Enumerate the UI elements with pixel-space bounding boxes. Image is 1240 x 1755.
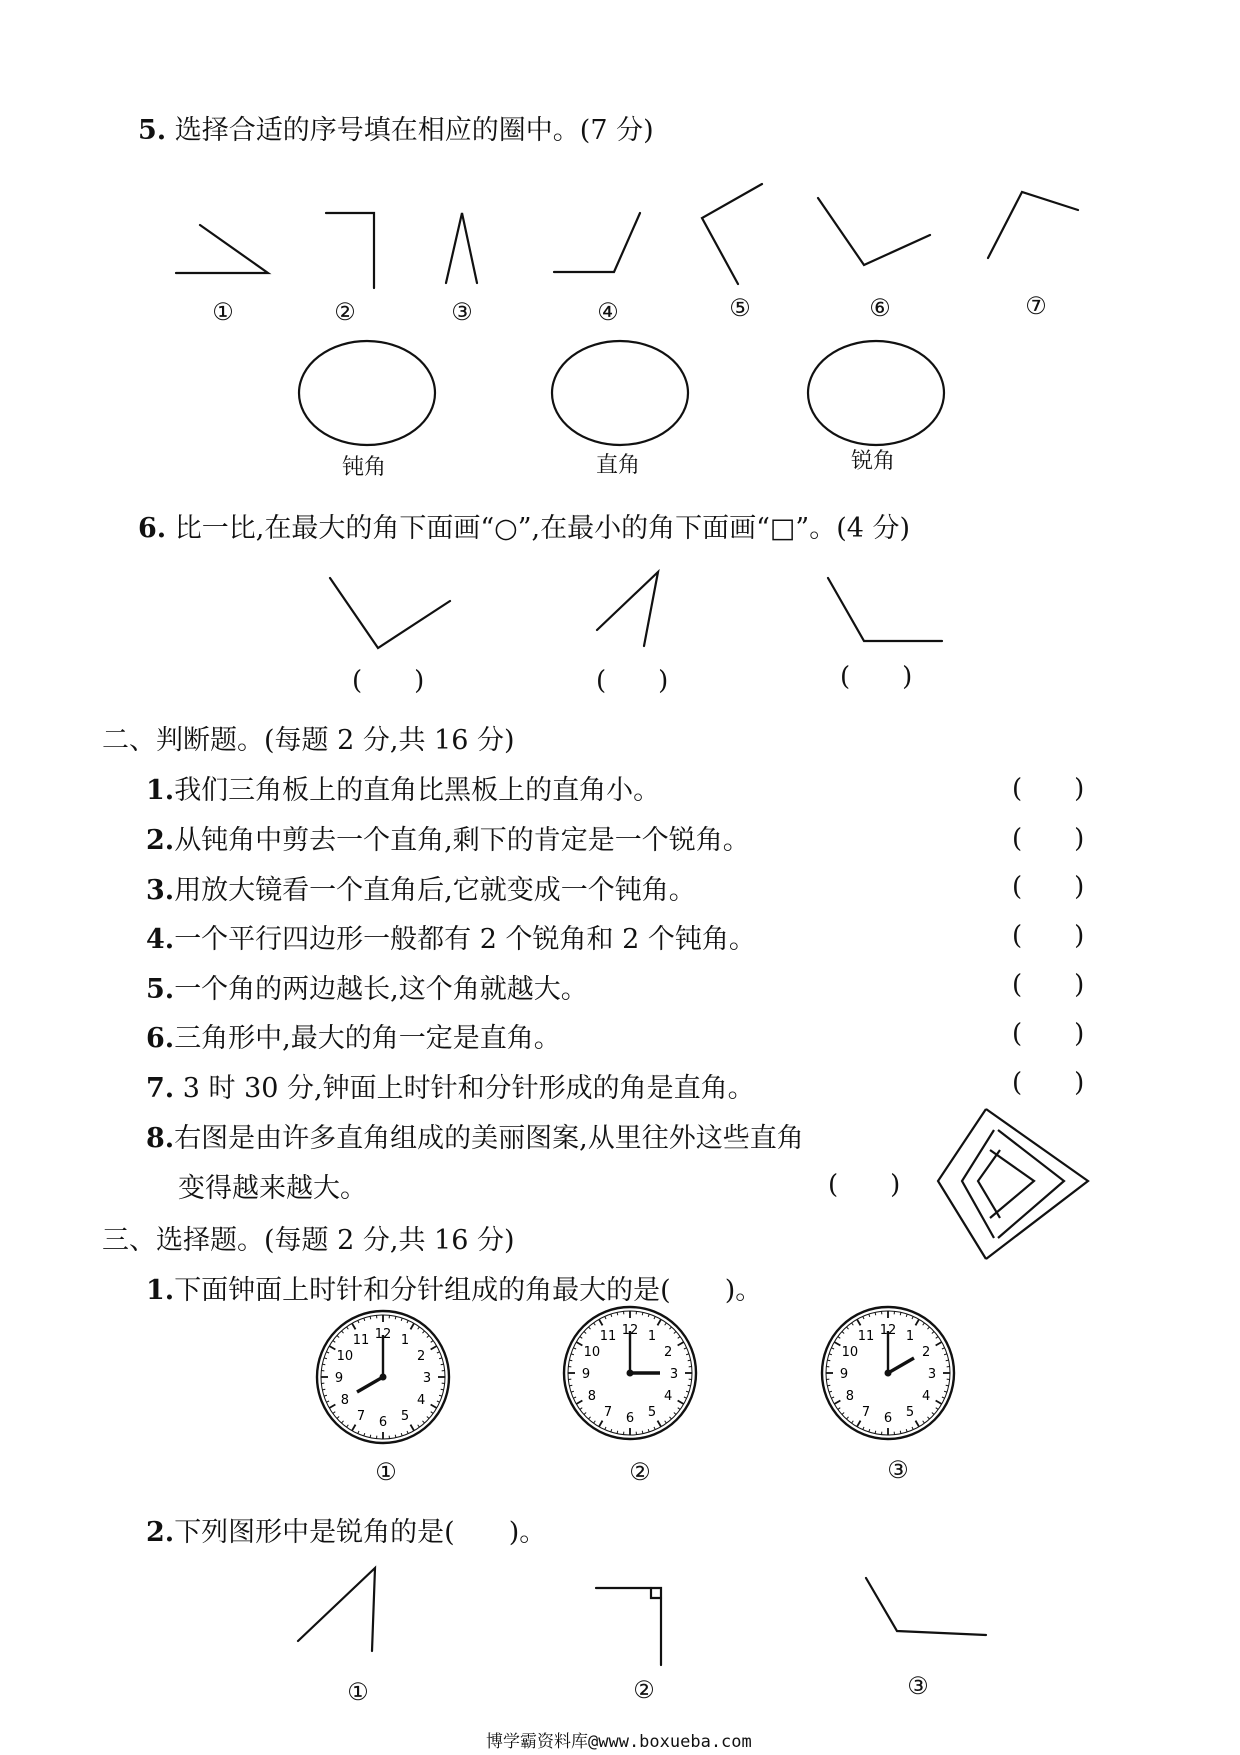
clock-number: 8 [340, 1393, 350, 1408]
q5-label-5: ⑤ [729, 294, 751, 322]
q5-circle-label-acute: 锐角 [851, 449, 896, 474]
q5-circle-label-obtuse: 钝角 [342, 455, 387, 480]
judge-blank-3[interactable]: ( ) [1012, 872, 1085, 902]
footer-watermark: 博学霸资料库@www.boxueba.com [486, 1732, 752, 1752]
q2-figure-1 [298, 1568, 375, 1651]
clock-label-2: ② [629, 1458, 651, 1486]
judge-item-8-line1: 8.右图是由许多直角组成的美丽图案,从里往外这些直角 [146, 1123, 804, 1154]
clock-number: 1 [905, 1328, 915, 1344]
q6-blank-1[interactable]: ( ) [352, 666, 425, 696]
clock-number: 9 [581, 1367, 591, 1382]
clock-number: 12 [374, 1327, 392, 1342]
clock-number: 5 [905, 1405, 915, 1421]
clock-number: 2 [416, 1349, 426, 1364]
clock-number: 9 [334, 1371, 344, 1386]
clock-number: 6 [378, 1415, 388, 1430]
judge-item-8-line2: 变得越来越大。 [178, 1173, 367, 1204]
clock-number: 8 [587, 1389, 597, 1404]
section2-heading: 二、判断题。(每题 2 分,共 16 分) [102, 725, 515, 756]
q2-figure-3 [866, 1578, 986, 1635]
clock-number: 10 [841, 1345, 859, 1360]
clock-number: 10 [583, 1345, 601, 1360]
judge-item-2: 2.从钝角中剪去一个直角,剩下的肯定是一个锐角。 [146, 825, 750, 856]
clock-number: 3 [422, 1371, 432, 1386]
clock-number: 4 [921, 1389, 931, 1404]
judge-blank-8[interactable]: ( ) [828, 1170, 901, 1200]
clock-number: 3 [927, 1367, 937, 1382]
clock-number: 11 [857, 1328, 875, 1344]
q6-number: 6. [138, 513, 167, 544]
clock-number: 4 [663, 1389, 673, 1404]
clock-number: 3 [669, 1367, 679, 1382]
q5-label-4: ④ [597, 298, 619, 326]
clock-number: 7 [356, 1409, 366, 1425]
q2-label-3: ③ [907, 1672, 929, 1700]
choice-q2: 2.下列图形中是锐角的是( )。 [146, 1517, 547, 1548]
judge-item-7: 7. 3 时 30 分,钟面上时针和分针形成的角是直角。 [146, 1073, 755, 1104]
clock-number: 10 [336, 1349, 354, 1364]
q5-number: 5. [138, 115, 167, 146]
clock-number: 5 [647, 1405, 657, 1421]
q6-blank-3[interactable]: ( ) [840, 662, 913, 692]
clock-label-1: ① [375, 1458, 397, 1486]
clock-number: 11 [352, 1332, 370, 1348]
clock-number: 2 [663, 1345, 673, 1360]
clock-number: 2 [921, 1345, 931, 1360]
clock-number: 7 [603, 1405, 613, 1421]
clock-number: 6 [625, 1411, 635, 1426]
q5-circle-label-right: 直角 [596, 453, 641, 478]
choice-q1: 1.下面钟面上时针和分针组成的角最大的是( )。 [146, 1275, 763, 1306]
clock-number: 4 [416, 1393, 426, 1408]
q6-text: 比一比,在最大的角下面画“○”,在最小的角下面画“□”。(4 分) [174, 513, 911, 544]
clock-number: 7 [861, 1405, 871, 1421]
judge-item-4: 4.一个平行四边形一般都有 2 个锐角和 2 个钝角。 [146, 924, 756, 955]
judge-blank-7[interactable]: ( ) [1012, 1068, 1085, 1098]
clock-number: 11 [599, 1328, 617, 1344]
clock-number: 12 [621, 1323, 639, 1338]
q2-label-2: ② [633, 1676, 655, 1704]
clock-number: 5 [400, 1409, 410, 1425]
clock-number: 12 [879, 1323, 897, 1338]
q5-text: 选择合适的序号填在相应的圈中。(7 分) [174, 115, 654, 146]
q5-label-2: ② [334, 298, 356, 326]
judge-item-3: 3.用放大镜看一个直角后,它就变成一个钝角。 [146, 875, 696, 906]
clock-number: 1 [647, 1328, 657, 1344]
q2-label-1: ① [347, 1678, 369, 1706]
q6-blank-2[interactable]: ( ) [596, 666, 669, 696]
judge-item-1: 1.我们三角板上的直角比黑板上的直角小。 [146, 775, 661, 806]
clock-label-3: ③ [887, 1456, 909, 1484]
judge-blank-2[interactable]: ( ) [1012, 824, 1085, 854]
section3-heading: 三、选择题。(每题 2 分,共 16 分) [102, 1225, 515, 1256]
q5-label-6: ⑥ [869, 294, 891, 322]
q2-figure-2 [596, 1588, 661, 1665]
judge-blank-4[interactable]: ( ) [1012, 921, 1085, 951]
clock-number: 8 [845, 1389, 855, 1404]
judge-item-6: 6.三角形中,最大的角一定是直角。 [146, 1023, 561, 1054]
clock-number: 9 [839, 1367, 849, 1382]
q5-label-1: ① [212, 298, 234, 326]
q2-figure-2-square [651, 1588, 661, 1598]
q5-label-7: ⑦ [1025, 292, 1047, 320]
q5-label-3: ③ [451, 298, 473, 326]
judge-item-5: 5.一个角的两边越长,这个角就越大。 [146, 974, 588, 1005]
judge-blank-1[interactable]: ( ) [1012, 774, 1085, 804]
clock-number: 6 [883, 1411, 893, 1426]
judge-blank-5[interactable]: ( ) [1012, 970, 1085, 1000]
judge-blank-6[interactable]: ( ) [1012, 1019, 1085, 1049]
clock-number: 1 [400, 1332, 410, 1348]
